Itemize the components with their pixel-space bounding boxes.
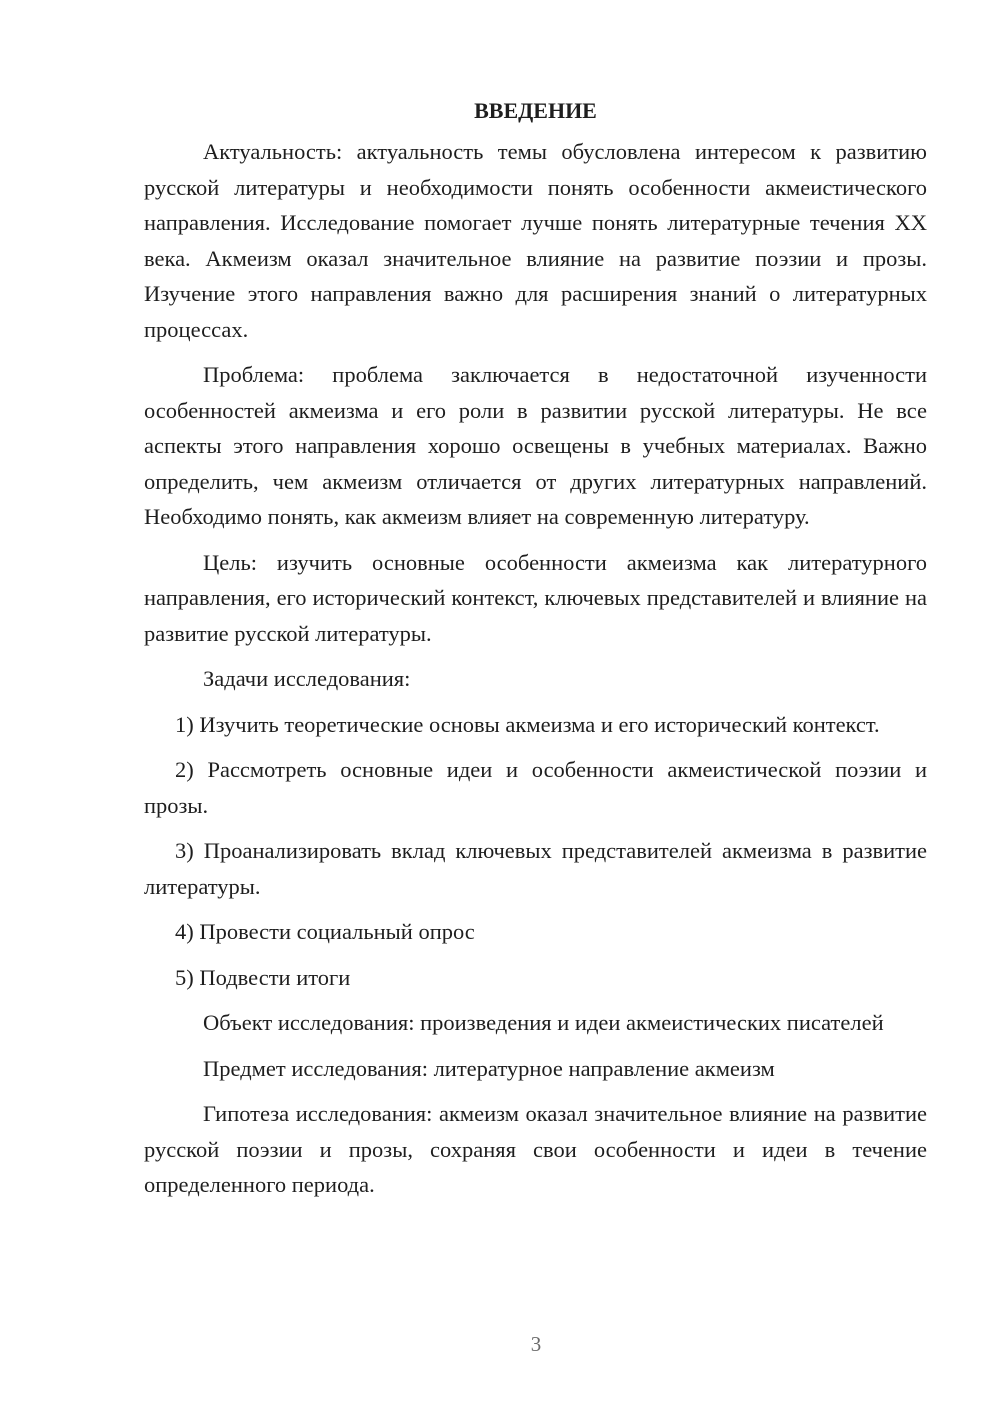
task-item-1: 1) Изучить теоретические основы акмеизма и его исторический контекст. [175,711,880,737]
problem-paragraph: Проблема: проблема заключается в недостаточной изученности особенностей акмеизма и его роли в развитии русской литературы. Не все аспекты этого направления хорошо освещены в учебных материалах. Важно определить, чем акмеизм отличается от других литературных направлений. Необходимо понять, как акмеизм влияет на современную литературу. [144,362,927,529]
task-item-5: 5) Подвести итоги [175,964,351,990]
page-title: ВВЕДЕНИЕ [474,98,597,123]
research-subject-paragraph: Предмет исследования: литературное направление акмеизм [203,1055,775,1081]
page-number: 3 [530,1332,542,1356]
document-page [144,88,927,1203]
tasks-heading: Задачи исследования: [203,666,411,691]
task-item-4: 4) Провести социальный опрос [175,919,475,944]
task-item-2: 2) Рассмотреть основные идеи и особенности акмеистической поэзии и прозы. [144,757,927,818]
relevance-paragraph: Актуальность: актуальность темы обусловлена интересом к развитию русской литературы и необходимости понять особенности акмеистического направления. Исследование помогает лучше понять литературные течения XX века. Акмеизм оказал значительное влияние на развитие поэзии и прозы. Изучение этого направления важно для расширения знаний о литературных процессах. [144,139,927,342]
hypothesis-paragraph: Гипотеза исследования: акмеизм оказал значительное влияние на развитие русской поэзии и прозы, сохраняя свои особенности и идеи в течение определенного периода. [144,1101,927,1197]
task-item-3: 3) Проанализировать вклад ключевых представителей акмеизма в развитие литературы. [144,838,927,899]
research-object-paragraph: Объект исследования: произведения и идеи акмеистических писателей [203,1010,884,1035]
goal-paragraph: Цель: изучить основные особенности акмеизма как литературного направления, его исторический контекст, ключевых представителей и влияние на развитие русской литературы. [144,549,927,646]
